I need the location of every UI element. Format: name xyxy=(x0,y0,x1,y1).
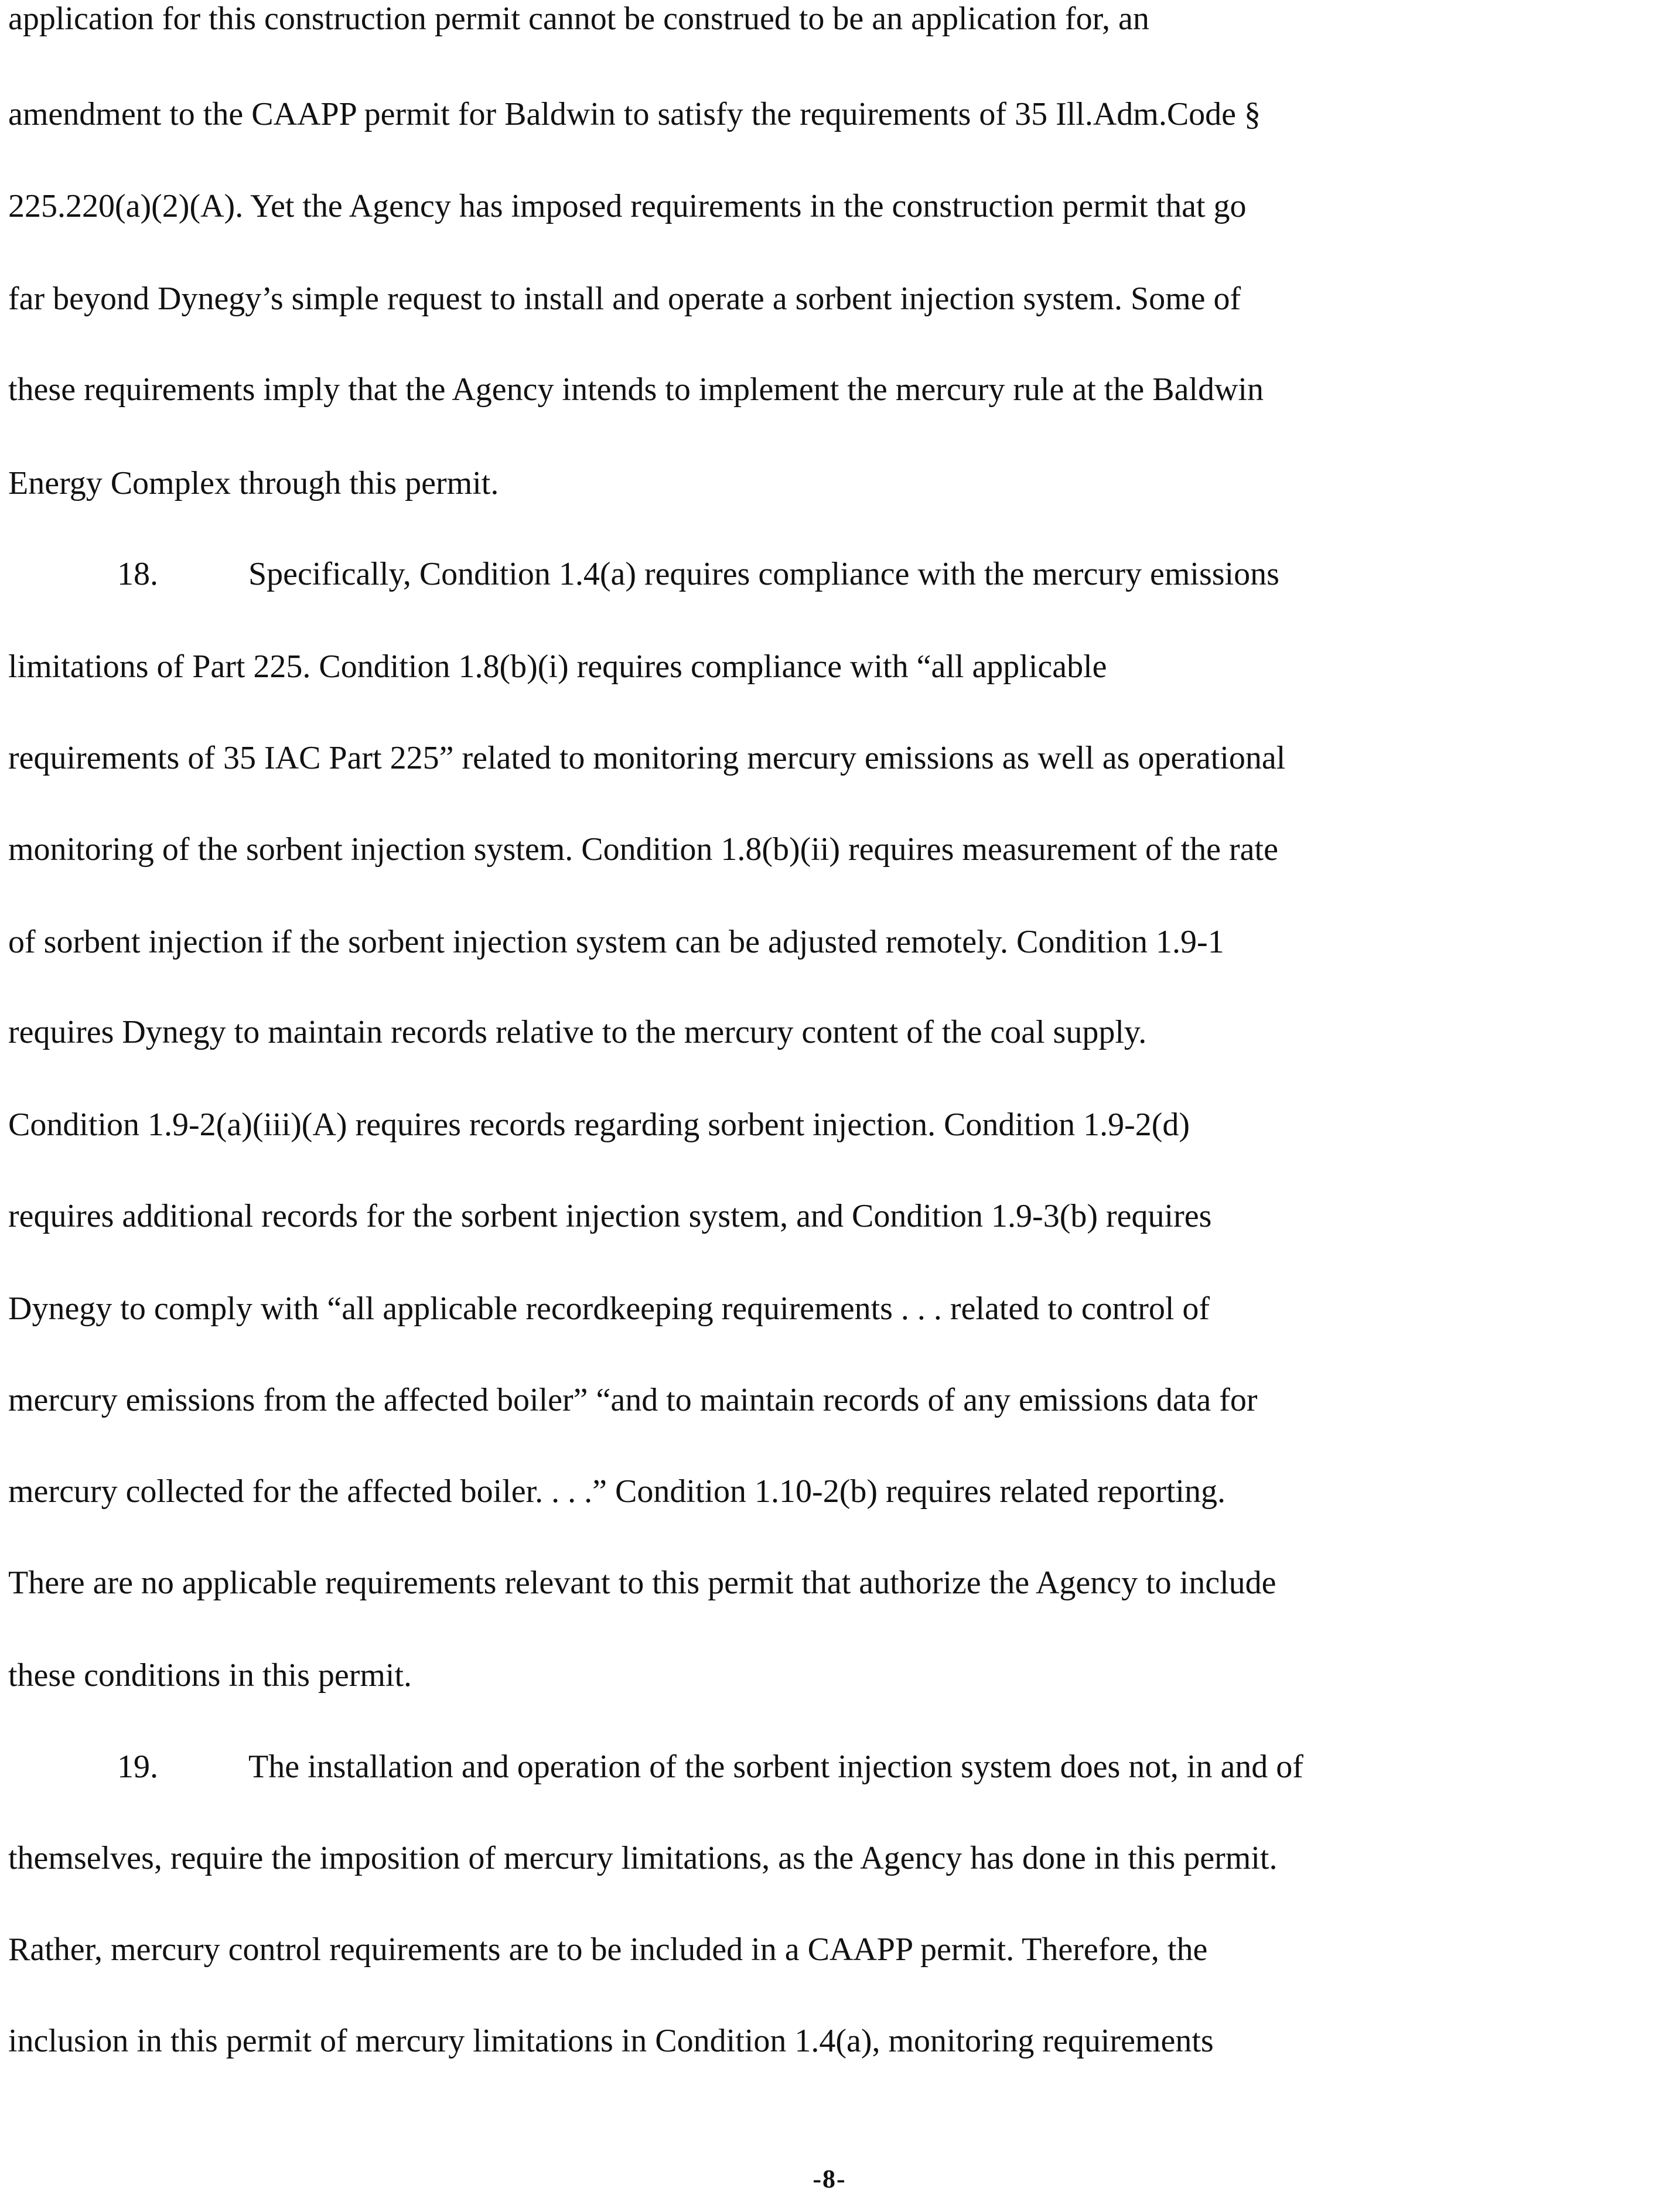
text-line: Energy Complex through this permit. xyxy=(8,465,499,501)
text-line: these requirements imply that the Agency intends to implement the mercury rule at the Baldwin xyxy=(8,371,1264,408)
text-line: Dynegy to comply with “all applicable recordkeeping requirements . . . related to control of xyxy=(8,1291,1210,1327)
text-line: requires additional records for the sorbent injection system, and Condition 1.9-3(b) requires xyxy=(8,1198,1212,1234)
paragraph-number: 19. xyxy=(117,1749,158,1785)
text-line: far beyond Dynegy’s simple request to install and operate a sorbent injection system. Some of xyxy=(8,281,1241,317)
text-line: requires Dynegy to maintain records relative to the mercury content of the coal supply. xyxy=(8,1014,1147,1050)
text-line: limitations of Part 225. Condition 1.8(b)(i) requires compliance with “all applicable xyxy=(8,648,1107,685)
paragraph-text: The installation and operation of the sorbent injection system does not, in and of xyxy=(248,1749,1303,1785)
paragraph-text: Specifically, Condition 1.4(a) requires compliance with the mercury emissions xyxy=(248,556,1279,592)
text-line: There are no applicable requirements relevant to this permit that authorize the Agency to include xyxy=(8,1565,1276,1601)
text-line: of sorbent injection if the sorbent injection system can be adjusted remotely. Condition 1.9-1 xyxy=(8,924,1224,960)
text-line: Rather, mercury control requirements are to be included in a CAAPP permit. Therefore, the xyxy=(8,1931,1208,1968)
paragraph-18-first-line xyxy=(117,555,1279,593)
paragraph-number: 18. xyxy=(117,556,158,592)
text-line: requirements of 35 IAC Part 225” related to monitoring mercury emissions as well as operational xyxy=(8,740,1286,776)
text-line: amendment to the CAAPP permit for Baldwin to satisfy the requirements of 35 Ill.Adm.Code § xyxy=(8,96,1261,132)
text-line: these conditions in this permit. xyxy=(8,1657,412,1694)
text-line: mercury emissions from the affected boiler” “and to maintain records of any emissions data for xyxy=(8,1382,1258,1418)
text-line: 225.220(a)(2)(A). Yet the Agency has imposed requirements in the construction permit that go xyxy=(8,188,1247,224)
text-line: Condition 1.9-2(a)(iii)(A) requires records regarding sorbent injection. Condition 1.9-2(d) xyxy=(8,1107,1190,1143)
text-line: mercury collected for the affected boiler. . . .” Condition 1.10-2(b) requires related reporting. xyxy=(8,1473,1226,1510)
text-line: monitoring of the sorbent injection system. Condition 1.8(b)(ii) requires measurement of the rate xyxy=(8,831,1278,868)
page-number: -8- xyxy=(813,2165,846,2193)
text-line: application for this construction permit cannot be construed to be an application for, an xyxy=(8,1,1149,37)
text-line: themselves, require the imposition of mercury limitations, as the Agency has done in this permit. xyxy=(8,1840,1278,1876)
paragraph-19-first-line xyxy=(117,1748,1303,1786)
text-line: inclusion in this permit of mercury limitations in Condition 1.4(a), monitoring requirements xyxy=(8,2023,1214,2059)
